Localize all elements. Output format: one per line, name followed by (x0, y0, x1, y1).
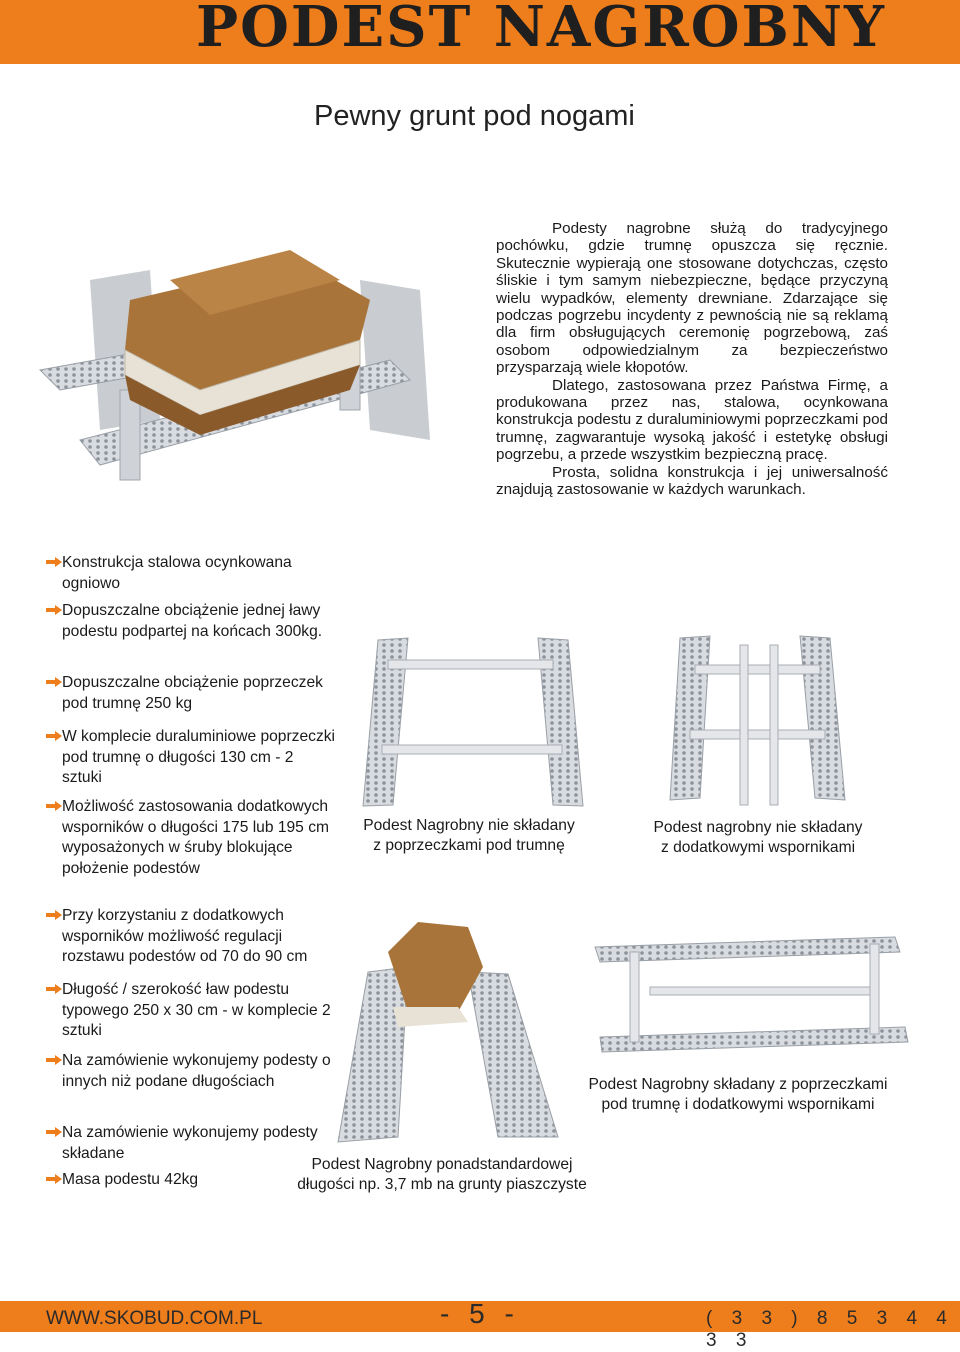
feature-item: Na zamówienie wykonujemy podesty o innych niż podane długościach (46, 1051, 336, 1092)
footer-phone: ( 3 3 ) 8 5 3 4 4 3 3 (706, 1308, 954, 1351)
feature-item: Dopuszczalne obciążenie jednej ławy podestu podpartej na końcach 300kg. (46, 601, 336, 642)
caption-long: Podest Nagrobny ponadstandardowej długości np. 3,7 mb na grunty piaszczyste (297, 1156, 587, 1193)
orange-arrow-icon (46, 731, 62, 741)
caption-folding: Podest Nagrobny składany z poprzeczkami pod trumnę i dodatkowymi wspornikami (588, 1076, 888, 1113)
feature-item: Długość / szerokość ław podestu typowego 250 x 30 cm - w komplecie 2 sztuki (46, 980, 336, 1042)
page-title: PODEST NAGROBNY (196, 0, 887, 60)
orange-arrow-icon (46, 1174, 62, 1184)
orange-arrow-icon (46, 910, 62, 920)
feature-item: Możliwość zastosowania dodatkowych wsporników o długości 175 lub 195 cm wyposażonych w śruby blokujące położenie podestów (46, 797, 336, 879)
folding-platform-photo (590, 932, 910, 1062)
feature-item: Konstrukcja stalowa ocynkowana ogniowo (46, 553, 336, 594)
orange-arrow-icon (46, 1055, 62, 1065)
caption-supports: Podest nagrobny nie składany z dodatkowymi wspornikami (653, 819, 863, 856)
orange-arrow-icon (46, 1127, 62, 1137)
orange-arrow-icon (46, 677, 62, 687)
platform-supports-photo (640, 630, 880, 810)
long-platform-photo (318, 912, 578, 1147)
footer-url[interactable]: WWW.SKOBUD.COM.PL (46, 1308, 263, 1329)
orange-arrow-icon (46, 605, 62, 615)
caption-crossbars: Podest Nagrobny nie składany z poprzeczkami pod trumnę (363, 817, 575, 854)
feature-item: W komplecie duraluminiowe poprzeczki pod trumnę o długości 130 cm - 2 sztuki (46, 727, 336, 789)
intro-paragraph: Podesty nagrobne służą do tradycyjnego pochówku, gdzie trumnę opuszcza się ręcznie. Skutecznie wypierają one stosowane dotychczas, często śliskie i tym samym niebezpieczne, będące przyczyną wielu wypadków, elementy drewniane. Zdarzające się podczas pogrzebu incydenty z pewnością nie są reklamą dla firm obsługujących ceremonię pogrzebową, zaś osobom odpowiedzialnym za bezpieczeństwo przysparzają wiele kłopotów. (496, 220, 888, 377)
feature-item: Masa podestu 42kg (46, 1170, 336, 1191)
hero-coffin-illustration (30, 240, 490, 530)
intro-paragraph: Dlatego, zastosowana przez Państwa Firmę, a produkowana przez nas, stalowa, ocynkowana konstrukcja podestu z duraluminiowymi poprzeczkami pod trumnę, zagwarantuje wysoką jakość i estetykę obsługi pogrzebu, a przede wszystkim bezpieczną pracę. (496, 376, 888, 464)
feature-item: Dopuszczalne obciążenie poprzeczek pod trumnę 250 kg (46, 673, 336, 714)
feature-item: Przy korzystaniu z dodatkowych wsporników możliwość regulacji rozstawu podestów od 70 do 90 cm (46, 906, 336, 968)
feature-item: Na zamówienie wykonujemy podesty składane (46, 1123, 336, 1164)
page-subtitle: Pewny grunt pod nogami (314, 100, 635, 132)
intro-text (496, 220, 888, 499)
page-number: - 5 - (440, 1298, 520, 1329)
orange-arrow-icon (46, 801, 62, 811)
platform-crossbars-photo (348, 630, 598, 810)
intro-paragraph: Prosta, solidna konstrukcja i jej uniwersalność znajdują zastosowanie w każdych warunkach. (496, 463, 888, 499)
orange-arrow-icon (46, 984, 62, 994)
orange-arrow-icon (46, 557, 62, 567)
